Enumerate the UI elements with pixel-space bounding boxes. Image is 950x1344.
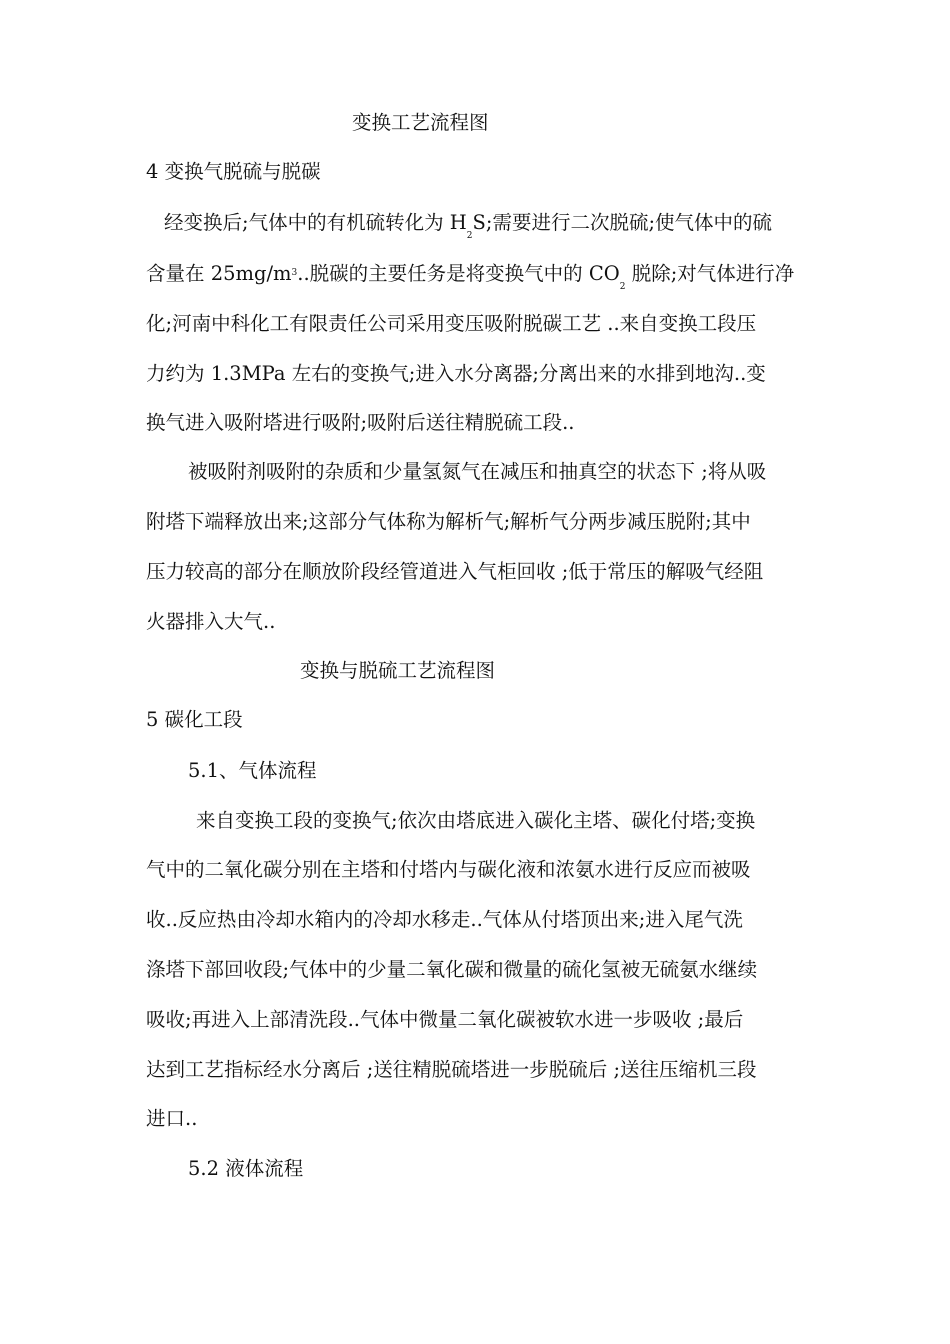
subscript: 2 — [466, 231, 473, 241]
paragraph-line: 压力较高的部分在顺放阶段经管道进入气柜回收 ;低于常压的解吸气经阻 — [146, 560, 764, 583]
paragraph-line: 涤塔下部回收段;气体中的少量二氧化碳和微量的硫化氢被无硫氨水继续 — [146, 958, 758, 981]
superscript: 3 — [291, 268, 298, 278]
paragraph-line: 进口.. — [146, 1107, 198, 1130]
paragraph-line: 化;河南中科化工有限责任公司采用变压吸附脱碳工艺 ..来自变换工段压 — [146, 312, 757, 335]
paragraph-line: 换气进入吸附塔进行吸附;吸附后送往精脱硫工段.. — [146, 411, 575, 434]
text-run: 含量在 25mg/m — [146, 262, 292, 285]
paragraph-line: 火器排入大气.. — [146, 610, 276, 633]
text-run: ..脱碳的主要任务是将变换气中的 CO — [297, 262, 620, 285]
paragraph-line: 吸收;再进入上部清洗段..气体中微量二氧化碳被软水进一步吸收 ;最后 — [146, 1008, 744, 1031]
paragraph-line: 达到工艺指标经水分离后 ;送往精脱硫塔进一步脱硫后 ;送往压缩机三段 — [146, 1058, 757, 1081]
paragraph-line: 来自变换工段的变换气;依次由塔底进入碳化主塔、碳化付塔;变换 — [196, 809, 756, 832]
figure-caption-shift-desulfurization: 变换与脱硫工艺流程图 — [300, 659, 496, 682]
paragraph-line — [164, 211, 773, 241]
paragraph-line: 力约为 1.3MPa 左右的变换气;进入水分离器;分离出来的水排到地沟..变 — [146, 362, 766, 385]
paragraph-line: 气中的二氧化碳分别在主塔和付塔内与碳化液和浓氨水进行反应而被吸 — [146, 858, 751, 881]
subsection-heading-5-1: 5.1、气体流程 — [188, 759, 317, 782]
section-heading-4: 4 变换气脱硫与脱碳 — [146, 160, 321, 183]
paragraph-line: 附塔下端释放出来;这部分气体称为解析气;解析气分两步减压脱附;其中 — [146, 510, 751, 533]
subsection-heading-5-2: 5.2 液体流程 — [188, 1157, 304, 1180]
figure-caption-shift-process: 变换工艺流程图 — [352, 111, 489, 134]
text-run: 经变换后;气体中的有机硫转化为 H — [164, 211, 467, 234]
subscript: 2 — [619, 282, 626, 292]
paragraph-line — [146, 262, 795, 292]
text-run: 脱除;对气体进行净 — [625, 262, 795, 285]
text-run: S;需要进行二次脱硫;使气体中的硫 — [472, 211, 773, 234]
section-heading-5: 5 碳化工段 — [146, 708, 243, 731]
paragraph-line: 收..反应热由冷却水箱内的冷却水移走..气体从付塔顶出来;进入尾气洗 — [146, 908, 743, 931]
paragraph-line: 被吸附剂吸附的杂质和少量氢氮气在减压和抽真空的状态下 ;将从吸 — [188, 460, 767, 483]
